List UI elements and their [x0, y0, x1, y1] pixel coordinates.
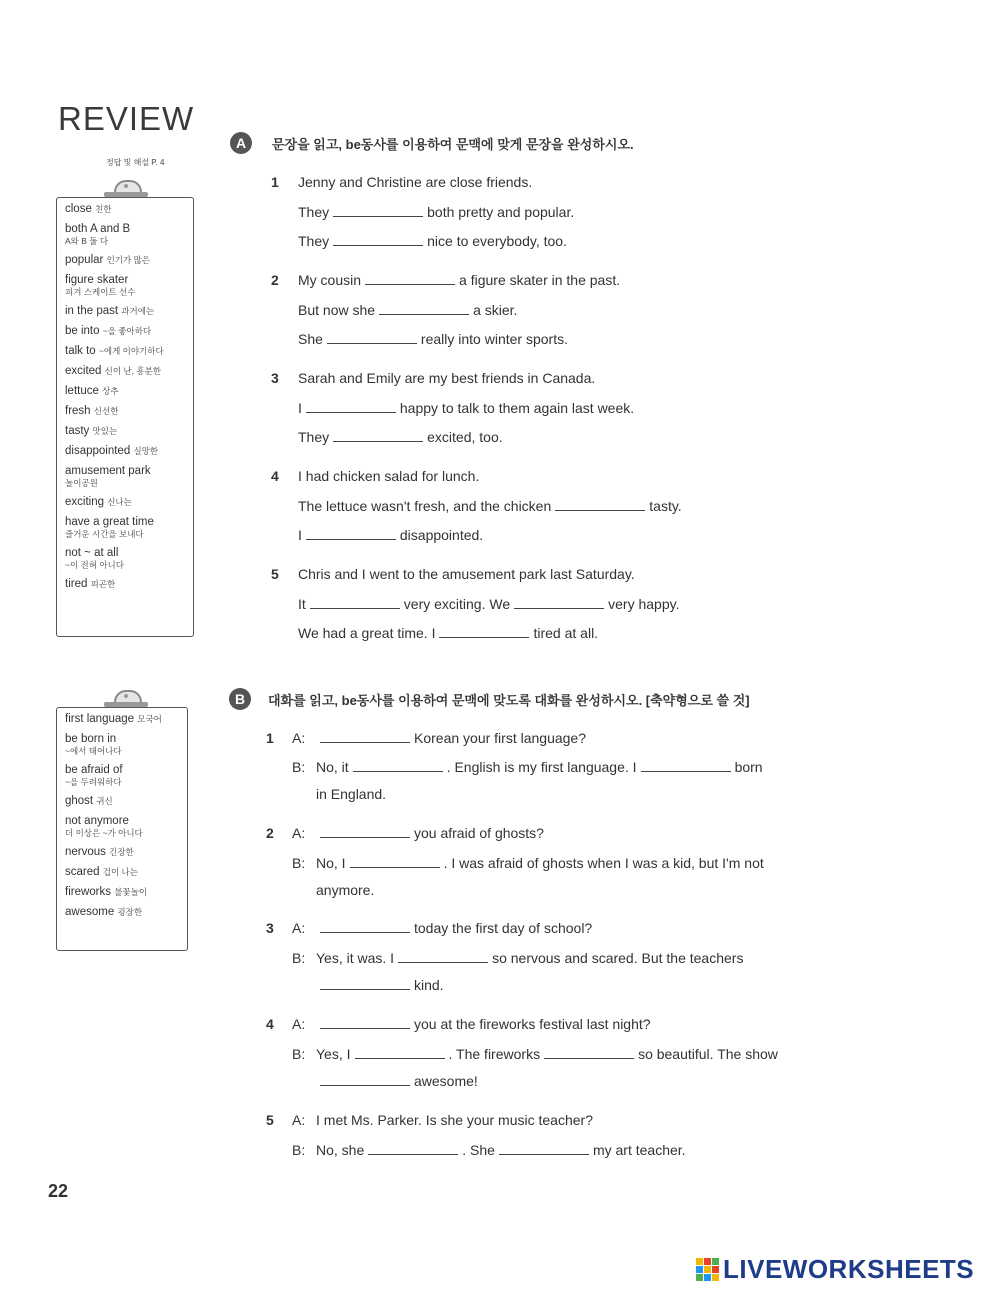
sentence-line: [298, 302, 517, 318]
vocab-english: in the past: [65, 305, 119, 317]
vocab-korean: ~에서 태어나다: [65, 746, 122, 756]
vocab-item: [65, 304, 193, 318]
dialogue-text: born: [734, 759, 763, 775]
sentence-line: [298, 566, 635, 582]
speaker-label: A:: [292, 825, 306, 841]
dialogue-text: Yes, I: [316, 1046, 351, 1062]
sentence-text: nice to everybody, too.: [427, 233, 567, 249]
vocab-korean: 실망한: [133, 446, 159, 456]
vocab-english: exciting: [65, 496, 104, 508]
answer-blank[interactable]: [333, 429, 423, 442]
dialogue-text: . The fireworks: [448, 1046, 541, 1062]
answer-reference: 정답 및 해설 P. 4: [106, 158, 165, 167]
vocab-item: [65, 763, 187, 788]
vocab-item: [65, 794, 187, 808]
question-number: 1: [271, 174, 279, 190]
sentence-text: It: [298, 595, 306, 612]
sentence-text: She: [298, 331, 323, 347]
question-number: 2: [271, 272, 279, 288]
sentence-text: very happy.: [608, 595, 680, 612]
vocab-korean: 굉장한: [117, 907, 143, 917]
sentence-line: [298, 468, 479, 484]
vocab-korean: 신나는: [107, 497, 132, 507]
dialogue-text: awesome!: [414, 1073, 478, 1089]
vocab-item: [65, 885, 187, 899]
answer-blank[interactable]: [333, 204, 423, 217]
dialogue-line: [316, 855, 764, 871]
liveworksheets-logo[interactable]: [696, 1254, 974, 1285]
dialogue-text: Yes, it was. I: [316, 950, 395, 966]
answer-blank[interactable]: [320, 977, 410, 990]
vocab-list-1: [65, 202, 193, 591]
dialogue-line: [316, 882, 374, 898]
vocab-korean: 상추: [102, 386, 119, 396]
sentence-line: [298, 596, 679, 612]
answer-blank[interactable]: [333, 233, 423, 246]
vocab-item: [65, 905, 187, 919]
answer-blank[interactable]: [544, 1046, 634, 1059]
sentence-line: [298, 272, 620, 288]
vocab-item: [65, 865, 187, 879]
vocab-korean: 맛있는: [92, 426, 118, 436]
sentence-text: The lettuce wasn't fresh, and the chicken: [298, 497, 552, 514]
dialogue-line: [316, 730, 586, 746]
vocab-english: scared: [65, 866, 100, 878]
answer-blank[interactable]: [350, 855, 440, 868]
vocab-item: [65, 273, 193, 298]
vocab-box-1: [56, 197, 194, 637]
vocab-item: [65, 424, 193, 438]
vocab-list-2: [65, 712, 187, 919]
dialogue-line: [316, 825, 544, 841]
vocab-item: [65, 364, 193, 378]
vocab-english: not ~ at all: [65, 547, 119, 559]
vocab-english: tasty: [65, 425, 90, 437]
vocab-korean: 모국어: [137, 714, 162, 724]
speaker-label: B:: [292, 855, 306, 871]
dialogue-line: [316, 1046, 778, 1062]
vocab-item: [65, 202, 193, 216]
vocab-item: [65, 324, 193, 338]
speaker-label: A:: [292, 1016, 306, 1032]
answer-blank[interactable]: [320, 920, 410, 933]
vocab-item: [65, 814, 187, 839]
vocab-item: [65, 712, 187, 726]
vocab-english: fireworks: [65, 886, 112, 898]
vocab-item: [65, 384, 193, 398]
vocab-item: [65, 404, 193, 418]
answer-blank[interactable]: [320, 825, 410, 838]
vocab-english: nervous: [65, 846, 106, 858]
dialogue-text: I met Ms. Parker. Is she your music teacher?: [316, 1112, 593, 1128]
sentence-line: [298, 233, 567, 249]
vocab-korean: 불꽃놀이: [114, 887, 148, 897]
vocab-item: [65, 464, 193, 489]
vocab-english: fresh: [65, 405, 91, 417]
speaker-label: B:: [292, 1046, 306, 1062]
vocab-item: [65, 845, 187, 859]
dialogue-line: [316, 1073, 478, 1089]
vocab-item: [65, 222, 193, 247]
question-number: 1: [266, 730, 274, 746]
sentence-text: They: [298, 203, 330, 220]
sentence-line: [298, 625, 598, 641]
vocab-korean: 겁이 나는: [102, 867, 138, 877]
question-number: 3: [266, 920, 274, 936]
page-number: 22: [48, 1181, 69, 1201]
vocab-item: [65, 253, 193, 267]
vocab-korean: A와 B 둘 다: [65, 236, 109, 246]
sentence-text: Sarah and Emily are my best friends in Canada.: [298, 370, 596, 386]
sentence-text: tired at all.: [533, 625, 599, 641]
vocab-korean: 친한: [95, 204, 112, 214]
speaker-label: A:: [292, 920, 306, 936]
dialogue-text: anymore.: [316, 882, 375, 898]
answer-blank[interactable]: [368, 1142, 458, 1155]
vocab-item: [65, 444, 193, 458]
sentence-line: [298, 370, 595, 386]
sentence-text: Chris and I went to the amusement park last Saturday.: [298, 566, 635, 582]
section-a-instruction: 문장을 읽고, be동사를 이용하여 문맥에 맞게 문장을 완성하시오.: [272, 137, 634, 152]
sentence-line: [298, 400, 634, 416]
sentence-line: [298, 498, 682, 514]
answer-blank[interactable]: [355, 1046, 445, 1059]
vocab-english: talk to: [65, 345, 96, 357]
dialogue-text: No, it: [316, 759, 349, 775]
sentence-line: [298, 204, 574, 220]
answer-blank[interactable]: [320, 1073, 410, 1086]
vocab-english: tired: [65, 578, 88, 590]
dialogue-line: [316, 1016, 651, 1032]
sentence-line: [298, 174, 532, 190]
question-number: 2: [266, 825, 274, 841]
dialogue-text: No, I: [316, 855, 346, 871]
answer-blank[interactable]: [306, 527, 396, 540]
dialogue-text: No, she: [316, 1142, 365, 1158]
vocab-english: both A and B: [65, 223, 131, 235]
vocab-english: lettuce: [65, 385, 99, 397]
speaker-label: B:: [292, 1142, 306, 1158]
answer-blank[interactable]: [514, 596, 604, 609]
vocab-korean: 피겨 스케이트 선수: [65, 287, 136, 297]
speaker-label: A:: [292, 1112, 306, 1128]
sentence-text: We had a great time. I: [298, 625, 436, 641]
dialogue-text: in England.: [316, 786, 387, 802]
sentence-text: a skier.: [473, 301, 518, 318]
answer-blank[interactable]: [365, 272, 455, 285]
vocab-korean: ~에게 이야기하다: [98, 346, 164, 356]
vocab-english: be afraid of: [65, 764, 123, 776]
vocab-english: ghost: [65, 795, 94, 807]
vocab-item: [65, 515, 193, 540]
dialogue-line: [316, 1142, 686, 1158]
sentence-line: [298, 429, 503, 445]
vocab-english: figure skater: [65, 274, 129, 286]
vocab-korean: 신선한: [93, 406, 119, 416]
dialogue-text: so nervous and scared. But the teachers: [492, 950, 744, 966]
dialogue-line: [316, 786, 386, 802]
sentence-text: excited, too.: [427, 429, 503, 445]
vocab-english: first language: [65, 713, 135, 725]
vocab-box-2: [56, 707, 188, 951]
sentence-text: I: [298, 527, 302, 543]
dialogue-text: today the first day of school?: [414, 920, 593, 936]
vocab-item: [65, 344, 193, 358]
dialogue-line: [316, 920, 592, 936]
section-a-badge: A: [230, 132, 252, 154]
vocab-item: [65, 732, 187, 757]
question-number: 5: [271, 566, 279, 582]
dialogue-text: so beautiful. The show: [638, 1046, 778, 1062]
section-b-instruction: 대화를 읽고, be동사를 이용하여 문맥에 맞도록 대화를 완성하시오. [축약형으로 쓸 것]: [268, 693, 750, 708]
sentence-text: both pretty and popular.: [427, 203, 575, 220]
answer-blank[interactable]: [327, 331, 417, 344]
sentence-text: But now she: [298, 301, 376, 318]
vocab-english: excited: [65, 365, 102, 377]
vocab-english: disappointed: [65, 445, 131, 457]
section-b-badge: B: [229, 688, 251, 710]
liveworksheets-brand: LIVEWORKSHEETS: [723, 1254, 975, 1284]
sentence-text: They: [298, 429, 330, 445]
vocab-korean: ~이 전혀 아니다: [65, 560, 124, 570]
vocab-item: [65, 546, 193, 571]
sentence-text: a figure skater in the past.: [459, 272, 621, 288]
answer-blank[interactable]: [555, 498, 645, 511]
sentence-text: They: [298, 233, 330, 249]
sentence-text: Jenny and Christine are close friends.: [298, 174, 533, 190]
question-number: 4: [266, 1016, 274, 1032]
review-title: REVIEW: [58, 100, 195, 137]
dialogue-text: kind.: [414, 977, 444, 993]
vocab-english: amusement park: [65, 465, 151, 477]
vocab-english: be born in: [65, 733, 117, 745]
answer-blank[interactable]: [398, 950, 488, 963]
vocab-item: [65, 495, 193, 509]
vocab-korean: 즐거운 시간을 보내다: [65, 529, 144, 539]
sentence-text: My cousin: [298, 272, 362, 288]
vocab-korean: 더 이상은 ~가 아니다: [65, 828, 143, 838]
sentence-text: disappointed.: [399, 527, 484, 543]
speaker-label: B:: [292, 950, 306, 966]
vocab-english: not anymore: [65, 815, 129, 827]
vocab-korean: ~을 두려워하다: [65, 777, 122, 787]
sentence-text: I had chicken salad for lunch.: [298, 468, 480, 484]
answer-blank[interactable]: [353, 759, 443, 772]
sentence-text: I: [298, 399, 302, 416]
answer-blank[interactable]: [379, 302, 469, 315]
dialogue-text: . English is my first language. I: [446, 759, 637, 775]
speaker-label: B:: [292, 759, 306, 775]
liveworksheets-grid-icon: [696, 1258, 719, 1281]
sentence-text: tasty.: [649, 497, 682, 514]
answer-blank[interactable]: [641, 759, 731, 772]
sentence-text: really into winter sports.: [420, 331, 568, 347]
vocab-korean: 신이 난, 흥분한: [104, 366, 161, 376]
vocab-english: be into: [65, 325, 100, 337]
vocab-english: popular: [65, 254, 104, 266]
dialogue-text: you at the fireworks festival last night?: [414, 1016, 651, 1032]
dialogue-line: [316, 977, 444, 993]
answer-blank[interactable]: [320, 730, 410, 743]
vocab-korean: 놀이공원: [65, 478, 98, 488]
vocab-korean: 긴장한: [109, 847, 134, 857]
vocab-korean: ~을 좋아하다: [102, 326, 152, 336]
vocab-korean: 피곤한: [90, 579, 116, 589]
question-number: 5: [266, 1112, 274, 1128]
question-number: 3: [271, 370, 279, 386]
sentence-text: happy to talk to them again last week.: [399, 399, 635, 416]
vocab-korean: 귀신: [96, 796, 113, 806]
question-number: 4: [271, 468, 279, 484]
dialogue-text: . She: [462, 1142, 495, 1158]
answer-blank[interactable]: [306, 400, 396, 413]
answer-blank[interactable]: [310, 596, 400, 609]
dialogue-line: [316, 950, 743, 966]
dialogue-text: Korean your first language?: [414, 730, 586, 746]
vocab-english: awesome: [65, 906, 115, 918]
dialogue-text: my art teacher.: [592, 1142, 686, 1158]
answer-blank[interactable]: [439, 625, 529, 638]
sentence-line: [298, 527, 483, 543]
sentence-text: very exciting. We: [403, 595, 511, 612]
speaker-label: A:: [292, 730, 306, 746]
vocab-item: [65, 577, 193, 591]
vocab-korean: 인기가 많은: [106, 255, 150, 265]
vocab-english: close: [65, 203, 92, 215]
sentence-line: [298, 331, 568, 347]
vocab-korean: 과거에는: [121, 306, 155, 316]
vocab-english: have a great time: [65, 516, 154, 528]
dialogue-line: [316, 759, 763, 775]
dialogue-text: . I was afraid of ghosts when I was a kid, but I'm not: [443, 855, 764, 871]
dialogue-line: [316, 1112, 593, 1128]
dialogue-text: you afraid of ghosts?: [414, 825, 544, 841]
answer-blank[interactable]: [499, 1142, 589, 1155]
answer-blank[interactable]: [320, 1016, 410, 1029]
